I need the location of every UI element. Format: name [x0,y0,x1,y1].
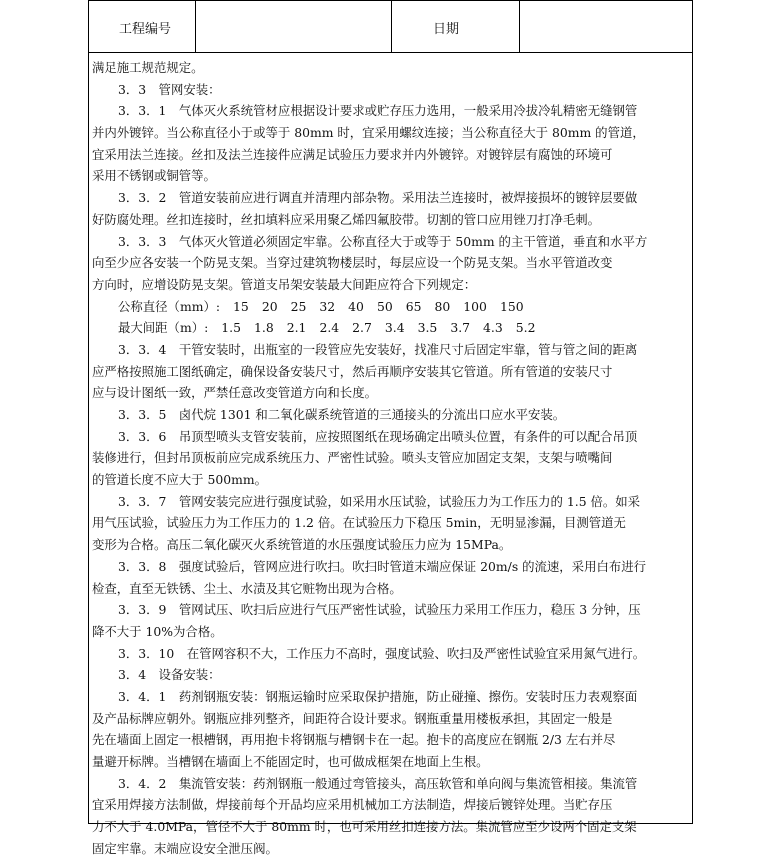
document-body [92,57,690,859]
spacing-row-value: 3.7 [450,320,471,336]
diameter-row-value: 15 [233,298,249,314]
paragraph-line: 3．3．10 在管网容积不大，工作压力不高时，强度试验、吹扫及严密性试验宜采用氮气进行。 [118,645,646,661]
paragraph-line: 采用不锈钢或铜管等。 [92,168,216,184]
header-row [89,1,692,53]
diameter-row-value: 40 [348,298,364,314]
paragraph-line: 变形为合格。高压二氧化碳灭火系统管道的水压强度试验压力应为 15MPa。 [92,537,512,553]
diameter-row-value: 100 [463,298,487,314]
paragraph-line: 宜采用焊接方法制做，焊接前每个开品均应采用机械加工方法制造，焊接后镀锌处理。当贮存压 [92,797,613,813]
project-no-label: 工程编号 [119,22,172,37]
paragraph-line: 3．3．5 卤代烷 1301 和二氧化碳系统管道的三通接头的分流出口应水平安装。 [118,407,566,422]
paragraph-line: 力不大于 4.0MPa，管径不大于 80mm 时，也可采用丝扣连接方法。集流管应至少设两个固定支架 [92,819,637,835]
paragraph-line: 装修进行，但封吊顶板前应完成系统压力、严密性试验。喷头支管应加固定支架，支架与喷嘴间 [92,450,613,466]
diameter-row-label: 公称直径（mm）: [118,298,221,314]
diameter-row-value: 150 [499,298,524,314]
paragraph-line: 先在墙面上固定一根槽钢，再用抱卡将钢瓶与槽钢卡在一起。抱卡的高度应在钢瓶 2/3 左右并尽 [92,732,616,748]
spacing-row-label: 最大间距（m）: [118,320,209,336]
paragraph-line: 3．4．2 集流管安装：药剂钢瓶一般通过弯管接头，高压软管和单向阀与集流管相接。集流管 [118,775,638,791]
paragraph-line: 量避开标牌。当槽钢在墙面上不能固定时，也可做成框架在地面上生根。 [92,754,489,769]
paragraph-line: 3．3．9 管网试压、吹扫后应进行气压严密性试验，试验压力采用工作压力，稳压 3 分钟，压 [118,602,641,618]
spacing-row [92,317,690,339]
paragraph-line: 降不大于 10%为合格。 [92,623,223,639]
paragraph-line: 3．4 设备安装： [118,667,221,683]
spacing-row-value: 1.8 [254,320,274,336]
paragraph-line: 3．3 管网安装： [118,81,221,97]
spacing-row-value: 3.5 [417,320,438,336]
paragraph-line: 满足施工规范规定。 [92,60,204,75]
date-label: 日期 [433,22,460,37]
spacing-row-value: 2.1 [286,320,307,336]
paragraph-line: 宜采用法兰连接。丝扣及法兰连接件应满足试验压力要求并内外镀锌。对镀锌层有腐蚀的环境可 [92,146,613,162]
paragraph-line: 3．3．6 吊顶型喷头支管安装前，应按照图纸在现场确定出喷头位置，有条件的可以配合吊顶 [118,428,638,444]
diameter-row-value: 32 [319,298,336,314]
paragraph-line: 及产品标牌应朝外。钢瓶应排列整齐，间距符合设计要求。钢瓶重量用楼板承担，其固定一般是 [92,710,613,726]
diameter-row [92,296,690,318]
paragraph-line: 并内外镀锌。当公称直径小于或等于 80mm 时，宜采用螺纹连接；当公称直径大于 80mm 的管道， [92,125,645,141]
header-divider [519,1,520,52]
paragraph-line: 3．3．2 管道安装前应进行调直并清理内部杂物。采用法兰连接时，被焊接损坏的镀锌层要做 [118,190,638,206]
document-frame [88,0,693,856]
header-divider [391,1,392,52]
paragraph-line: 应严格按照施工图纸确定，确保设备安装尺寸，然后再顺序安装其它管道。所有管道的安装尺寸 [92,363,613,379]
paragraph-line: 用气压试验，试验压力为工作压力的 1.2 倍。在试验压力下稳压 5min，无明显渗漏，目测管道无 [92,515,626,531]
header-divider [195,1,196,52]
paragraph-line: 3．3．3 气体灭火管道必须固定牢靠。公称直径大于或等于 50mm 的主干管道，垂直和水平方 [118,233,648,249]
diameter-row-value: 50 [376,298,393,314]
paragraph-line: 检查，直至无铁锈、尘土、水渍及其它赃物出现为合格。 [92,580,402,596]
spacing-row-value: 5.2 [515,320,536,336]
spacing-row-value: 4.3 [483,320,503,336]
paragraph-line: 3．3．8 强度试验后，管网应进行吹扫。吹扫时管道末端应保证 20m/s 的流速，采用白布进行 [118,558,647,574]
paragraph-line: 向至少应各安装一个防晃支架。当穿过建筑物楼层时，每层应设一个防晃支架。当水平管道改变 [92,255,613,271]
diameter-row-value: 65 [405,298,422,314]
diameter-row-value: 20 [261,298,278,314]
diameter-row-value: 25 [290,298,307,314]
spacing-row-value: 1.5 [221,320,241,336]
paragraph-line: 3．4．1 药剂钢瓶安装：钢瓶运输时应采取保护措施，防止碰撞、擦伤。安装时压力表观察面 [118,688,638,704]
diameter-row-value: 80 [434,298,451,314]
paragraph-line: 方向时，应增设防晃支架。管道支吊架安装最大间距应符合下列规定： [92,276,477,292]
paragraph-line: 固定牢靠。末端应设安全泄压阀。 [92,840,278,856]
paragraph-line: 的管道长度不应大于 500mm。 [92,472,267,488]
paragraph-line: 好防腐处理。丝扣连接时，丝扣填料应采用聚乙烯四氟胶带。切割的管口应用锉刀打净毛刺。 [92,211,601,227]
paragraph-line: 3．3．1 气体灭火系统管材应根据设计要求或贮存压力选用，一般采用冷拔冷轧精密无缝钢管 [118,103,638,119]
paragraph-line: 3．3．4 干管安装时，出瓶室的一段管应先安装好，找准尺寸后固定牢靠，管与管之间的距离 [118,341,638,357]
spacing-row-value: 3.4 [384,320,405,336]
spacing-row-value: 2.7 [352,320,372,336]
paragraph-line: 3．3．7 管网安装完应进行强度试验，如采用水压试验，试验压力为工作压力的 1.5 倍。如采 [118,493,641,509]
paragraph-line: 应与设计图纸一致，严禁任意改变管道方向和长度。 [92,385,377,401]
spacing-row-value: 2.4 [319,320,340,336]
